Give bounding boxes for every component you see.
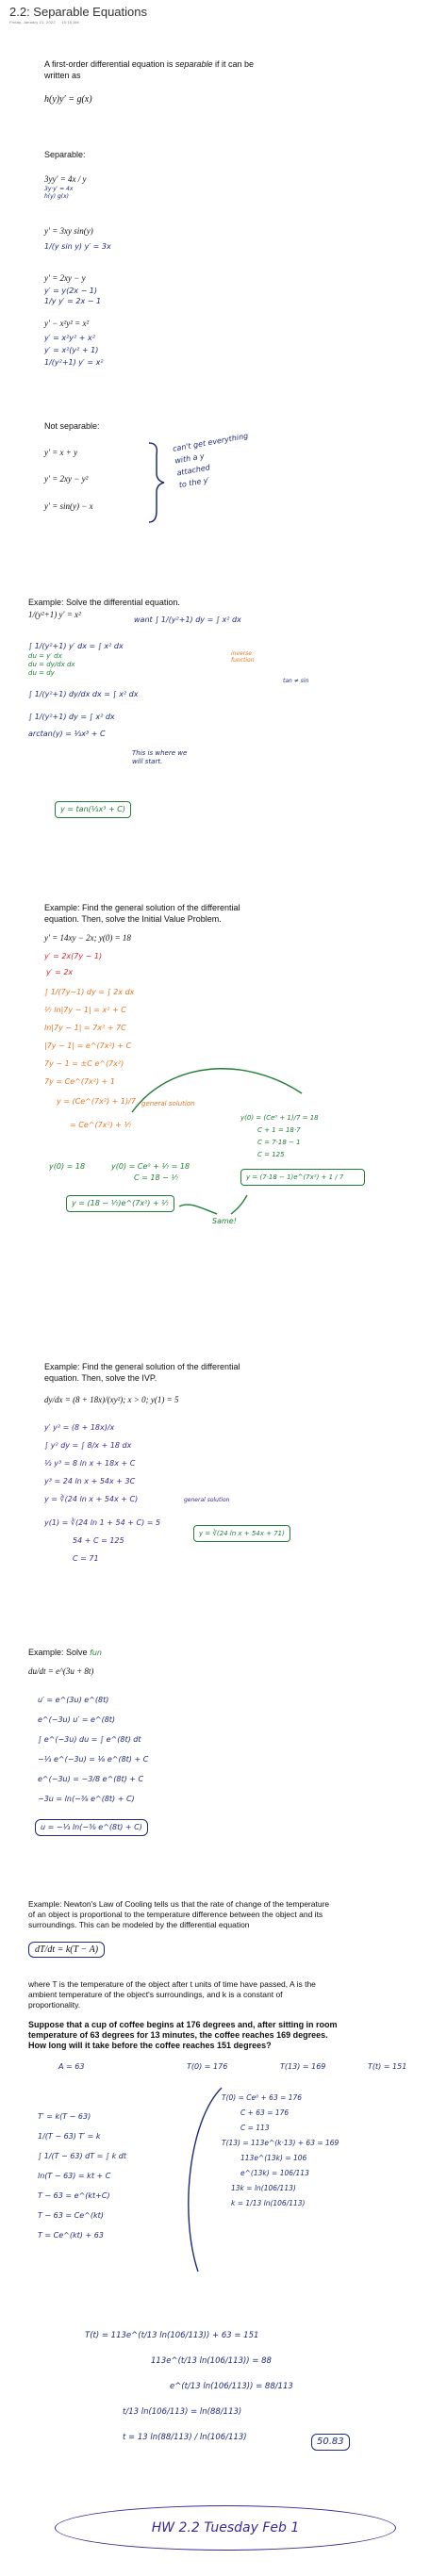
hw-line: |7y − 1| = e^(7x²) + C	[44, 1042, 132, 1050]
hw-line: ∫ 1/(T − 63) dT = ∫ k dt	[38, 2152, 126, 2160]
hw-line: y(0) = Ce⁰ + ⅐ = 18	[111, 1162, 190, 1171]
hw-line: y(1) = ∛(24 ln 1 + 54 + C) = 5	[44, 1518, 161, 1527]
hw-line: 1/y y′ = 2x − 1	[44, 297, 102, 305]
hw-line: y′ = x²(y² + 1)	[44, 346, 99, 354]
hw-line: C + 63 = 176	[240, 2108, 290, 2117]
example2-answer-right: y = (7·18 − 1)e^(7x²) + 1 / 7	[240, 1169, 365, 1186]
hw-line: ln|7y − 1| = 7x² + 7C	[44, 1024, 126, 1032]
example3-general-label: general solution	[184, 1497, 230, 1503]
hw-line: 54 + C = 125	[73, 1536, 124, 1545]
hw-line: ∫ e^(−3u) du = ∫ e^(8t) dt	[38, 1735, 141, 1744]
example5-given-t0: T(0) = 176	[187, 2062, 228, 2071]
intro-form: h(y)y′ = g(x)	[44, 94, 92, 105]
example2-general: y = (Ce^(7x²) + 1)/7	[57, 1097, 136, 1106]
hw-line: ⅐ ln|7y − 1| = x² + C	[44, 1006, 126, 1014]
hw-line: T − 63 = Ce^(kt)	[38, 2211, 104, 2220]
not-separable-ex3: y′ = sin(y) − x	[44, 501, 93, 511]
hw-line: T = Ce^(kt) + 63	[38, 2231, 104, 2240]
example3-equation: dy/dx = (8 + 18x)/(xy²); x > 0; y(1) = 5	[44, 1395, 179, 1404]
not-separable-label: Not separable:	[44, 421, 100, 431]
hw-line: C = 18 − ⅐	[134, 1173, 179, 1182]
separable-label: Separable:	[44, 150, 86, 159]
hw-line: t/13 ln(106/113) = ln(88/113)	[123, 2407, 242, 2417]
prompt-line: equation. Then, solve the IVP.	[44, 1373, 157, 1383]
hw-line: ln(T − 63) = kt + C	[38, 2172, 111, 2180]
hw-line: 1/(T − 63) T′ = k	[38, 2132, 101, 2141]
hw-line: T(13) = 113e^(k·13) + 63 = 169	[222, 2139, 339, 2147]
problem-line: Suppose that a cup of coffee begins at 176 degrees and, after sitting in room	[28, 2020, 338, 2029]
hw-line: T − 63 = e^(kt+C)	[38, 2191, 110, 2200]
example5-given-a: A = 63	[58, 2062, 85, 2071]
example1-want: want ∫ 1/(y²+1) dy = ∫ x² dx	[134, 615, 241, 624]
hw-line: ∫ 1/(y²+1) y′ dx = ∫ x² dx	[28, 642, 124, 650]
intro-line1: A first-order differential equation is	[44, 59, 174, 69]
hw-line: arctan(y) = ⅓x³ + C	[28, 730, 106, 738]
example1-equation: 1/(y²+1) y′ = x²	[28, 610, 81, 619]
example4-prompt-text: Example: Solve	[28, 1648, 88, 1657]
page-time: 10:15 AM	[61, 20, 79, 25]
hw-line: C = 113	[240, 2124, 270, 2132]
hw-line: e^(t/13 ln(106/113)) = 88/113	[170, 2382, 293, 2391]
example2-same: Same!	[212, 1217, 237, 1225]
example2-alt: = Ce^(7x²) + ⅐	[70, 1121, 132, 1129]
example1-answer: y = tan(⅓x³ + C)	[55, 801, 131, 818]
hw-line: y³ = 24 ln x + 54x + 3C	[44, 1477, 136, 1485]
hw-line: ∫ 1/(7y−1) dy = ∫ 2x dx	[44, 988, 135, 996]
prompt-line: equation. Then, solve the Initial Value Problem.	[44, 914, 222, 924]
hw-line: u′ = e^(3u) e^(8t)	[38, 1696, 109, 1704]
page-title: 2.2: Separable Equations	[9, 5, 147, 19]
example2-general-label: general solution	[141, 1100, 195, 1108]
hw-line: ∫ 1/(y²+1) dy = ∫ x² dx	[28, 713, 115, 721]
problem-line: temperature of 63 degrees for 13 minutes, the coffee reaches 169 degrees.	[28, 2030, 328, 2040]
hw-line: du = y′ dx	[28, 652, 62, 660]
hw-line: can't get everything	[172, 431, 249, 453]
separable-ex2-annotation: 1/(y sin y) y′ = 3x	[44, 242, 111, 251]
example4-equation: du/dt = e^(3u + 8t)	[28, 1666, 94, 1676]
separable-ex3: y′ = 2xy − y	[44, 273, 86, 283]
example5-final-steps	[85, 2323, 293, 2451]
example2-answer-left: y = (18 − ⅐)e^(7x²) + ⅐	[66, 1195, 174, 1212]
example5-given-t13: T(13) = 169	[280, 2062, 326, 2071]
hw-line: inverse	[231, 650, 252, 657]
example1-tan-note: tan ≠ sin	[283, 678, 309, 684]
example1-prompt: Example: Solve the differential equation.	[28, 598, 180, 607]
homework-text: HW 2.2 Tuesday Feb 1	[151, 2520, 300, 2535]
hw-line: C + 1 = 18·7	[257, 1126, 301, 1134]
hw-line: 113e^(t/13 ln(106/113)) = 88	[151, 2356, 272, 2366]
hw-line: y(0) = (Ce⁰ + 1)/7 = 18	[240, 1114, 319, 1122]
hw-line: C = 7·18 − 1	[257, 1139, 301, 1146]
example5-equation: dT/dt = k(T − A)	[28, 1942, 105, 1958]
example3-answer: y = ∛(24 ln x + 54x + 71)	[193, 1525, 290, 1542]
hw-line: ∫ 1/(y²+1) dy/dx dx = ∫ x² dx	[28, 690, 139, 698]
intro-separable-word: separable	[174, 59, 213, 69]
hw-line: k = 1/13 ln(106/113)	[231, 2199, 306, 2207]
hw-line: y = ∛(24 ln x + 54x + C)	[44, 1495, 139, 1503]
prompt-line: surroundings. This can be modeled by the differential equation	[28, 1920, 250, 1929]
example2-ivp-1: y(0) = 18	[49, 1162, 86, 1171]
hw-line: du = dy/dx dx	[28, 661, 75, 668]
prompt-line: Example: Find the general solution of the differential	[44, 903, 240, 912]
example4-prompt-hw: fun	[90, 1649, 103, 1657]
example1-note: This is where we will start.	[132, 749, 188, 765]
prompt-line: Example: Find the general solution of the differential	[44, 1362, 240, 1371]
not-separable-ex2: y′ = 2xy − y²	[44, 474, 89, 484]
homework-note	[55, 2505, 396, 2551]
intro-line1-end: if it can be	[214, 59, 254, 69]
hw-line: 7y = Ce^(7x²) + 1	[44, 1077, 115, 1086]
problem-line: How long will it take before the coffee reaches 151 degrees?	[28, 2041, 272, 2050]
hw-line: t = 13 ln(88/113) / ln(106/113)	[123, 2433, 247, 2442]
separable-ex4: y′ − x²y² = x²	[44, 319, 90, 328]
hw-line: T(0) = Ce⁰ + 63 = 176	[222, 2093, 303, 2102]
separable-ex1: 3yy′ = 4x / y	[44, 174, 87, 184]
hw-line: e^(−3u) u′ = e^(8t)	[38, 1715, 116, 1724]
hw-line: T(t) = 113e^(t/13 ln(106/113)) + 63 = 151	[85, 2331, 259, 2340]
hw-line: ⅓ y³ = 8 ln x + 18x + C	[44, 1459, 136, 1468]
hw-line: T′ = k(T − 63)	[38, 2112, 91, 2121]
hw-line: 113e^(13k) = 106	[240, 2154, 307, 2162]
hw-line: ∫ y² dy = ∫ 8/x + 18 dx	[44, 1441, 132, 1450]
intro-line2: written as	[44, 71, 81, 80]
hw-line: −⅓ e^(−3u) = ⅛ e^(8t) + C	[38, 1755, 149, 1764]
example2-equation: y′ = 14xy − 2x; y(0) = 18	[44, 933, 131, 943]
hw-line: e^(−3u) = −3/8 e^(8t) + C	[38, 1775, 144, 1783]
hw-line: du = dy	[28, 669, 55, 677]
where-line: where T is the temperature of the object after t units of time have passed, A is the	[28, 1979, 316, 1989]
hw-line: e^(13k) = 106/113	[240, 2169, 309, 2177]
not-separable-ex1: y′ = x + y	[44, 448, 78, 457]
hw-line: y′ = x²y² + x²	[44, 334, 95, 342]
example5-given-tt: T(t) = 151	[368, 2062, 407, 2071]
hw-line: y′ = 2x	[46, 968, 74, 976]
hw-line: 13k = ln(106/113)	[231, 2184, 296, 2192]
hw-line: function	[231, 657, 255, 664]
hw-line: 1/(y²+1) y′ = x²	[44, 358, 104, 367]
prompt-line: Example: Newton's Law of Cooling tells us that the rate of change of the temperature	[28, 1899, 330, 1909]
hw-line: y′ = y(2x − 1)	[44, 287, 98, 295]
hw-line: attached	[175, 463, 211, 478]
hw-line: h(y) g(x)	[44, 193, 69, 200]
example5-result: 50.83	[311, 2434, 350, 2451]
hw-line: to the y′	[178, 475, 210, 490]
hw-line: −3u = ln(−⅜ e^(8t) + C)	[38, 1795, 135, 1803]
hw-line: with a y	[174, 451, 206, 466]
page-date: Friday, January 21, 2022	[9, 20, 56, 25]
example4-answer: u = −⅓ ln(−⅜ e^(8t) + C)	[35, 1819, 148, 1836]
prompt-line: of an object is proportional to the temperature difference between the object and its	[28, 1910, 323, 1919]
hw-line: C = 71	[73, 1554, 99, 1563]
separable-ex2: y′ = 3xy sin(y)	[44, 226, 93, 236]
hw-line: y′ y² = (8 + 18x)/x	[44, 1423, 115, 1432]
hw-line: 3y·y′ = 4x	[44, 186, 74, 192]
hw-line: C = 125	[257, 1151, 285, 1158]
where-line: ambient temperature of the object's surroundings, and k is a constant of	[28, 1990, 283, 1999]
where-line: proportionality.	[28, 2000, 81, 2010]
hw-line: 7y − 1 = ±C e^(7x²)	[44, 1059, 124, 1068]
hw-line: y′ = 2x(7y − 1)	[44, 952, 103, 960]
